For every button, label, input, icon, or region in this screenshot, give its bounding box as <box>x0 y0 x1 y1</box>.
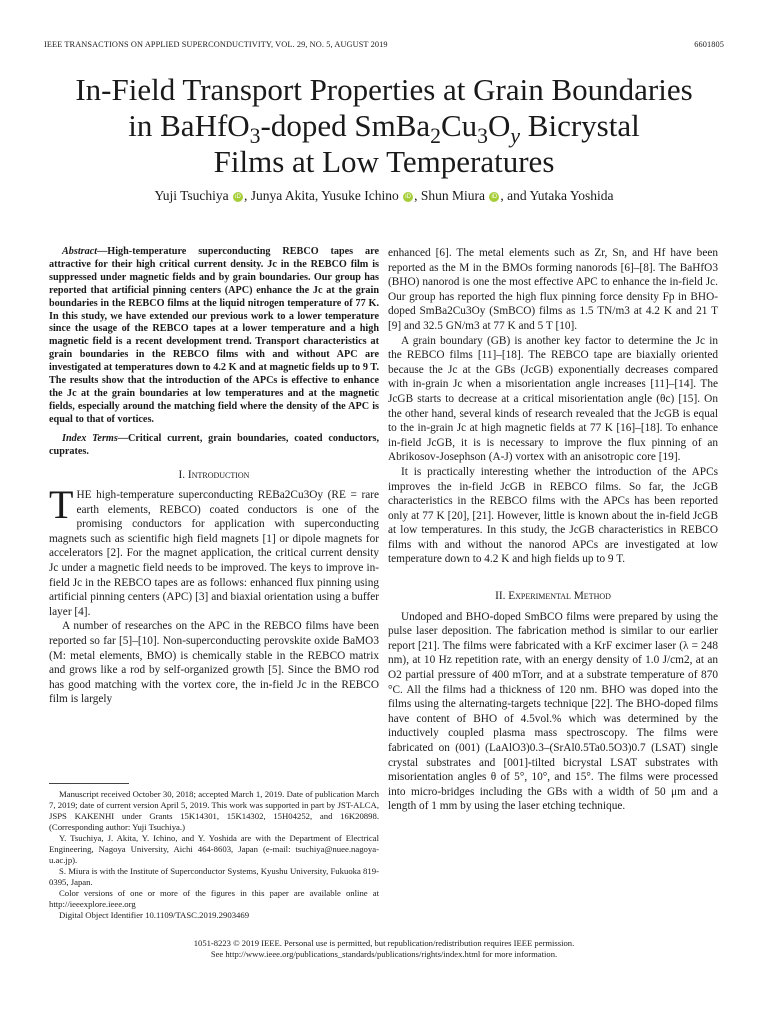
running-header <box>44 40 724 54</box>
author-separator: , <box>314 188 322 203</box>
copyright-footer <box>44 938 724 960</box>
footnote-doi: Digital Object Identifier 10.1109/TASC.2019.2903469 <box>59 910 250 920</box>
article-number: 6601805 <box>694 40 724 49</box>
footnote-color: Color versions of one or more of the figures in this paper are available online at http://ieeexplore.ieee.org <box>49 888 379 909</box>
abstract <box>49 246 379 427</box>
left-column <box>49 246 379 707</box>
title-line-2: in BaHfO$_3$-doped $SmBa_2Cu_3O_y$ Bicrystal <box>128 108 640 149</box>
intro-paragraph-5: It is practically interesting whether the introduction of the APCs improves the in-field JcGB in REBCO films. So far, the JcGB characteristics in the REBCO films with the APCs has been reported only at 77 K [20], [21]. However, little is known about the in-field JcGB at low temperatures. In this study, the JcGB characteristics in REBCO films with and without the nanorod APCs are investigated at low temperature down to 4.2 K and high fields up to 9 T. <box>388 465 718 566</box>
author-separator: , <box>414 188 421 203</box>
abstract-label: Abstract <box>62 246 98 257</box>
method-paragraph-1: Undoped and BHO-doped SmBCO films were prepared by using the pulse laser deposition. The fabrication method is similar to our earlier report [21]. The films were fabricated with a KrF excimer laser (λ = 248 nm), at 10 Hz repetition rate, with an energy density of 1.0 J/cm2, at an O2 partial pressure of 400 mTorr, and at a substrate temperature of 870 °C. All the films had a thickness of 120 nm. BHO was doped into the films using the alternating-targets technique [22]. The BHO-doped films have content of BHO of 4.5vol.% which was determined by the inductively coupled plasma mass spectroscopy. The films were fabricated on (001) (LaAlO3)0.3–(SrAl0.5Ta0.5O3)0.7 (LSAT) single crystal substrates and [001]-tilted bicrystal LSAT substrates with misorientation angles θ of 5°, 10°, and 15°. The films were processed into micro-bridges including the GBs with a width of 50 μm and a length of 1 mm by using the laser etching technique. <box>388 610 718 813</box>
section-heading-method: II. Experimental Method <box>495 590 611 603</box>
intro-paragraph-4: A grain boundary (GB) is another key factor to determine the Jc in the REBCO films [11]–[18]. The REBCO tape are biaxially oriented because the Jc at the GBs (JcGB) exponentially decreases compared with in-grain Jc when a misorientation angle increases [11]–[14]. The JcGB starts to decrease at a critical misorientation angle (θc) [15]. On the other hand, several kinds of research revealed that the JcGB is equal to the in-grain Jc at high magnetic fields at 77 K [16]–[18]. To enhance in-field JcGB, it is is necessary to improve the flux pinning of an Abrikosov-Josephson (A-J) vortex with an anisotropic core [19]. <box>388 334 718 464</box>
footer-line-1: 1051-8223 © 2019 IEEE. Personal use is permitted, but republication/redistribution requires IEEE permission. <box>193 938 575 948</box>
author-name: Yusuke Ichino <box>321 188 399 203</box>
intro-paragraph-2: A number of researches on the APC in the REBCO films have been reported so far [5]–[10]. Non-superconducting perovskite oxide BaMO3 (M: metal elements, BMO) is chemically stable in the REBCO matrix and grows like a rod by self-organized growth [5]. Since the BMO rod has good matching with the vortex core, the in-field Jc in the REBCO film is largely <box>49 620 379 706</box>
author-list <box>44 188 724 204</box>
footer-line-2: See http://www.ieee.org/publications_standards/publications/rights/index.html for more information. <box>210 949 558 959</box>
footnote-manuscript: Manuscript received October 30, 2018; accepted March 1, 2019. Date of publication March 7, 2019; date of current version April 5, 2019. This work was supported in part by JST-ALCA, JSPS KAKENHI under Grants 15K14301, 15K14302, 15H04252, and 16K20898. (Corresponding author: Yuji Tsuchiya.) <box>49 789 379 832</box>
paper-title <box>44 72 724 180</box>
footnote-affiliation-1: Y. Tsuchiya, J. Akita, Y. Ichino, and Y. Yoshida are with the Department of Electrical Engineering, Nagoya University, Aichi 464-8603, Japan (e-mail: tsuchiya@nuee.nagoya-u.ac.jp). <box>49 833 379 865</box>
orcid-icon[interactable]: iD <box>403 192 413 202</box>
orcid-icon[interactable]: iD <box>233 192 243 202</box>
section-heading-introduction: I. Introduction <box>178 468 250 481</box>
intro-paragraph-1: THE high-temperature superconducting REBa2Cu3Oy (RE = rare earth elements, REBCO) coated conductors is one of the promising conductors for application with superconducting magnets such as scientific high field magnets [1] or dipole magnets for accelerators [2]. For the magnet application, the critical current density Jc under a magnetic field needs to be improved. The keys to improve in-field Jc in the REBCO tapes are as follows: enhanced flux pinning using artificial pinning centers (APC) [3] and biaxial orientation using a buffer layer [4]. <box>49 482 379 618</box>
journal-name: IEEE TRANSACTIONS ON APPLIED SUPERCONDUCTIVITY, VOL. 29, NO. 5, AUGUST 2019 <box>44 40 388 49</box>
index-terms-label: Index Terms <box>62 432 118 444</box>
footnotes <box>49 789 379 921</box>
orcid-icon[interactable]: iD <box>489 192 499 202</box>
drop-cap: T <box>49 482 74 528</box>
author-name: Yuji Tsuchiya <box>154 188 229 203</box>
author-name: Junya Akita <box>250 188 315 203</box>
abstract-text: —High-temperature superconducting REBCO tapes are attractive for their high critical current density. Jc in the REBCO film is suppressed under magnetic fields and by grain boundaries. Our group has reported that artificial pinning centers (APC) enhance the Jc at the grain boundaries in the REBCO films at the liquid nitrogen temperature of 77 K. In this study, we have extended our previous work to a lower temperature since the usage of the REBCO tapes at a lower temperature and a high magnetic field is a recent development trend. Transport characteristics at grain boundaries in the REBCO films with and without APC are investigated at temperatures down to 4.2 K and at magnetic fields up to 9 T. The results show that the introduction of the APCs is effective to enhance the Jc at the grain boundaries at low temperatures and at the magnetic fields, especially around the matching field where the density of the APC is equal to that of vortices. <box>49 246 379 425</box>
author-name: Yutaka Yoshida <box>529 188 614 203</box>
index-terms-text: —Critical current, grain boundaries, coated conductors, cuprates. <box>49 432 379 457</box>
footnote-rule <box>49 783 129 784</box>
footnote-affiliation-2: S. Miura is with the Institute of Superconductor Systems, Kyushu University, Fukuoka 819-0395, Japan. <box>49 866 379 887</box>
author-name: Shun Miura <box>420 188 486 203</box>
intro-paragraph-3: enhanced [6]. The metal elements such as Zr, Sn, and Hf have been reported as the M in the BMOs forming nanorods [6]–[8]. The BaHfO3 (BHO) nanorod is one the most effective APC to enhance the in-field Jc. Our group has reported the high flux pinning force density Fp in BHO-doped SmBa2Cu3Oy (SmBCO) films as 1.5 TN/m3 at 4.2 K and 21 T [9] and 32.5 GN/m3 at 77 K and 5 T [10]. <box>388 247 718 332</box>
author-separator: , and <box>500 188 530 203</box>
index-terms <box>49 433 379 459</box>
right-column <box>388 246 718 814</box>
title-line-3: Films at Low Temperatures <box>213 144 555 179</box>
author-separator: , <box>244 188 251 203</box>
title-line-1: In-Field Transport Properties at Grain Boundaries <box>75 72 693 107</box>
